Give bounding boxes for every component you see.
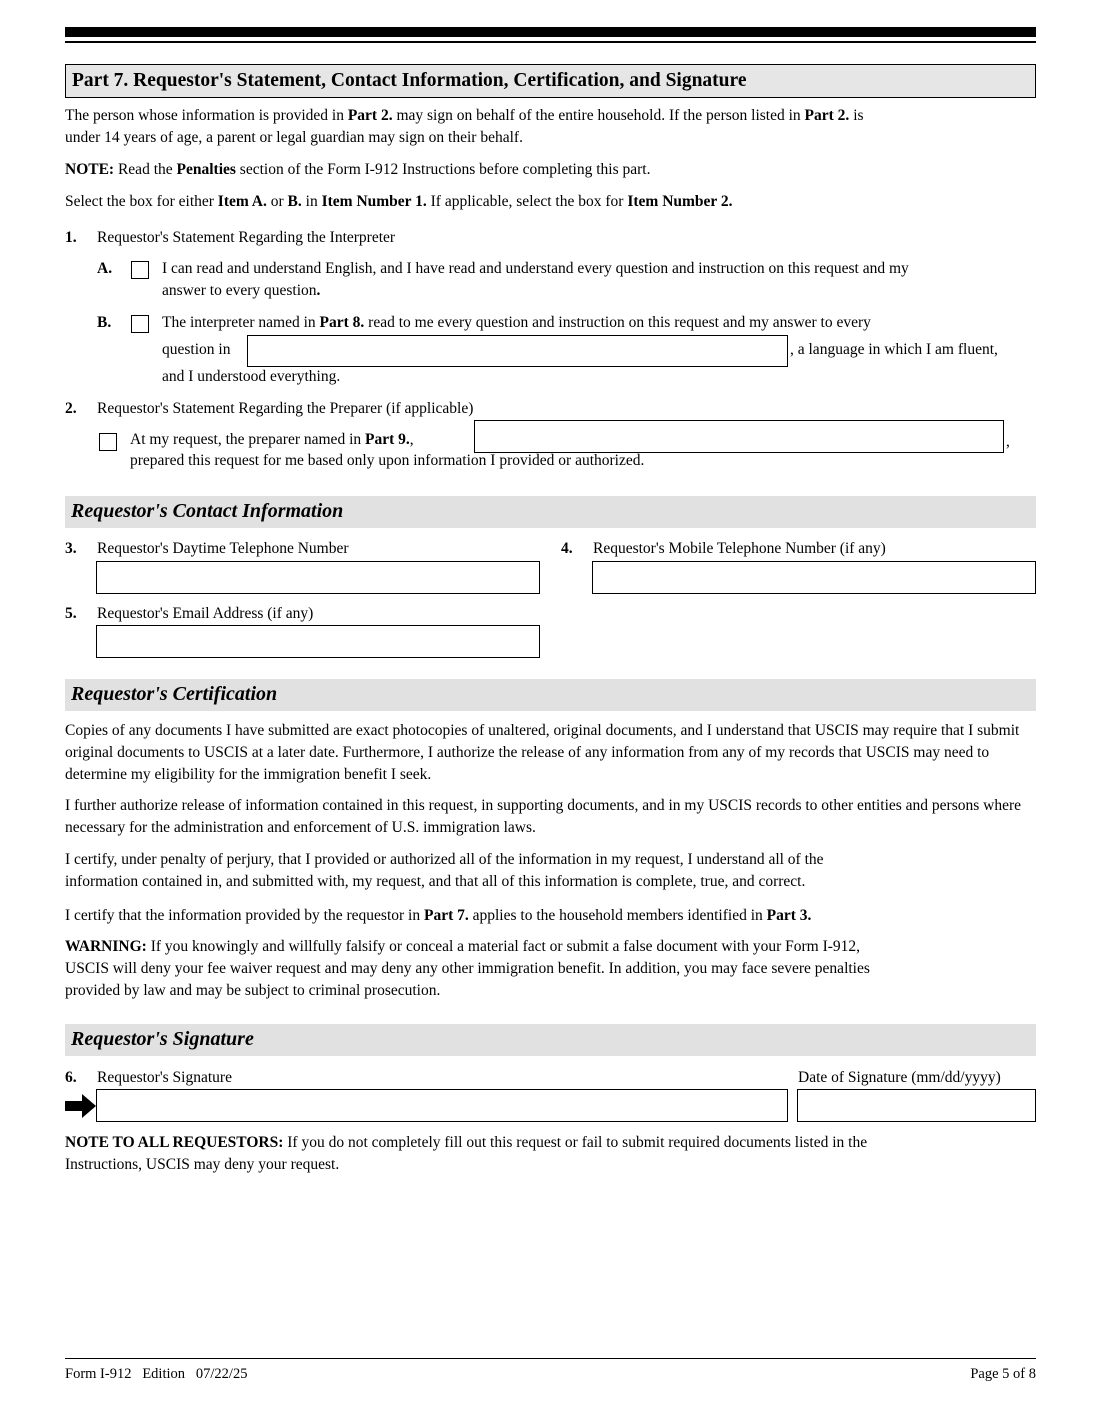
certification-paragraph-3 [65,849,1037,893]
text: Part 8. [319,314,365,331]
date-of-signature-label: Date of Signature (mm/dd/yyyy) [798,1069,1001,1086]
text: Item Number 2. [627,193,733,210]
signature-input[interactable] [96,1089,788,1122]
text: USCIS will deny your fee waiver request and may deny any other immigration benefit. In addition, you may face severe penalties [65,960,870,977]
item-3-label: Requestor's Daytime Telephone Number [97,540,349,557]
text: Instructions, USCIS may deny your request. [65,1156,340,1173]
note-label: NOTE: [65,161,115,178]
item-2-checkbox[interactable] [99,433,117,451]
note-label: NOTE TO ALL REQUESTORS: [65,1134,284,1151]
text: Item A. [217,193,267,210]
text: is [849,107,864,124]
text: The person whose information is provided in [65,107,348,124]
item-2-comma: , [1006,433,1010,450]
text: At my request, the preparer named in [130,431,365,448]
footer-rule [65,1358,1036,1359]
preparer-name-input[interactable] [474,420,1004,453]
item-5-label: Requestor's Email Address (if any) [97,605,314,622]
text: I certify that the information provided by the requestor in [65,907,424,924]
intro-paragraph [65,105,1037,149]
intro-line-1 [65,105,1037,127]
text: in [301,193,322,210]
intro-line-2: under 14 years of age, a parent or legal guardian may sign on their behalf. [65,129,523,146]
text: B. [287,193,302,210]
certification-section-heading [65,679,1036,711]
text: The interpreter named in [162,314,320,331]
item-6-number: 6. [65,1069,77,1086]
warning-label: WARNING: [65,938,147,955]
item-1b-checkbox[interactable] [131,315,149,333]
mobile-phone-input[interactable] [592,561,1036,594]
text: I can read and understand English, and I have read and understand every question and instruction on this request and my [162,260,909,277]
item-1b-question-in: question in [162,341,231,358]
item-4-number: 4. [561,540,573,557]
text: Part 9. [365,431,410,448]
text: If applicable, select the box for [426,193,628,210]
item-6-label: Requestor's Signature [97,1069,232,1086]
text: , [409,431,414,448]
text: If you do not completely fill out this request or fail to submit required documents listed in the [283,1134,868,1151]
item-5-number: 5. [65,605,77,622]
section-title: Requestor's Signature [71,1028,254,1050]
text: Item Number 1. [321,193,427,210]
item-2-label: Requestor's Statement Regarding the Preparer (if applicable) [97,400,474,417]
item-1a-checkbox[interactable] [131,261,149,279]
text: section of the Form I-912 Instructions before completing this part. [235,161,651,178]
certification-paragraph-4 [65,905,1037,927]
interpreter-language-input[interactable] [247,335,788,367]
item-1a-text [162,258,909,302]
item-1b-fluent-text: , a language in which I am fluent, [790,341,998,358]
note-to-requestors [65,1132,1037,1176]
item-1-label: Requestor's Statement Regarding the Interpreter [97,229,396,246]
text: may sign on behalf of the entire household. If the person listed in [392,107,805,124]
text: answer to every question [162,282,317,299]
text: information contained in, and submitted with, my request, and that all of this information is complete, true, and correct. [65,873,806,890]
item-1b-line-1 [162,312,871,334]
text: Part 3. [766,907,812,924]
item-2-line-2: prepared this request for me based only upon information I provided or authorized. [130,452,645,469]
text: applies to the household members identified in [468,907,767,924]
text: Part 2. [347,107,393,124]
header-thin-rule [65,41,1036,43]
note-line [65,159,1037,181]
section-title: Requestor's Certification [71,683,278,705]
item-2-text [130,429,414,451]
arrow-right-icon [65,1094,97,1118]
item-4-label: Requestor's Mobile Telephone Number (if any) [593,540,886,557]
certification-paragraph-1: Copies of any documents I have submitted are exact photocopies of unaltered, original documents, and I understand that USCIS may require that I submit original documents to USCIS at a later date. Furthermore, I authorize the release of any information from any of my records that USCIS may need to determine my eligibility for the immigration benefit I seek. [65,722,1020,783]
item-1b-line-3: and I understood everything. [162,368,341,385]
contact-section-heading [65,496,1036,528]
text: Part 2. [804,107,850,124]
text: . [316,282,321,299]
date-of-signature-input[interactable] [797,1089,1036,1122]
text: or [266,193,288,210]
footer-form-edition: Form I-912 Edition 07/22/25 [65,1366,248,1382]
email-input[interactable] [96,625,540,658]
item-2-number: 2. [65,400,77,417]
section-title: Requestor's Contact Information [71,500,344,522]
text: Select the box for either [65,193,218,210]
text: provided by law and may be subject to criminal prosecution. [65,982,441,999]
text: Read the [114,161,177,178]
text: read to me every question and instruction on this request and my answer to every [364,314,871,331]
item-1b-letter: B. [97,314,112,331]
text: I certify, under penalty of perjury, that I provided or authorized all of the information in my request, I understand all of the [65,851,824,868]
text: If you knowingly and willfully falsify or conceal a material fact or submit a false document with your Form I-912, [146,938,861,955]
text: Penalties [176,161,236,178]
item-1a-letter: A. [97,260,113,277]
header-thick-rule [65,27,1036,37]
select-instruction [65,191,1037,213]
text: Part 7. [423,907,469,924]
item-3-number: 3. [65,540,77,557]
certification-paragraph-2: I further authorize release of information contained in this request, in supporting documents, and in my USCIS records to other entities and persons where necessary for the administration and enforcement of U.S. immigration laws. [65,797,1022,836]
daytime-phone-input[interactable] [96,561,540,594]
warning-paragraph [65,936,1037,1002]
footer-page-number: Page 5 of 8 [970,1366,1036,1382]
item-1-number: 1. [65,229,77,246]
part-title: Part 7. Requestor's Statement, Contact Information, Certification, and Signature [72,70,747,91]
part-heading [65,64,1036,98]
signature-section-heading [65,1024,1036,1056]
